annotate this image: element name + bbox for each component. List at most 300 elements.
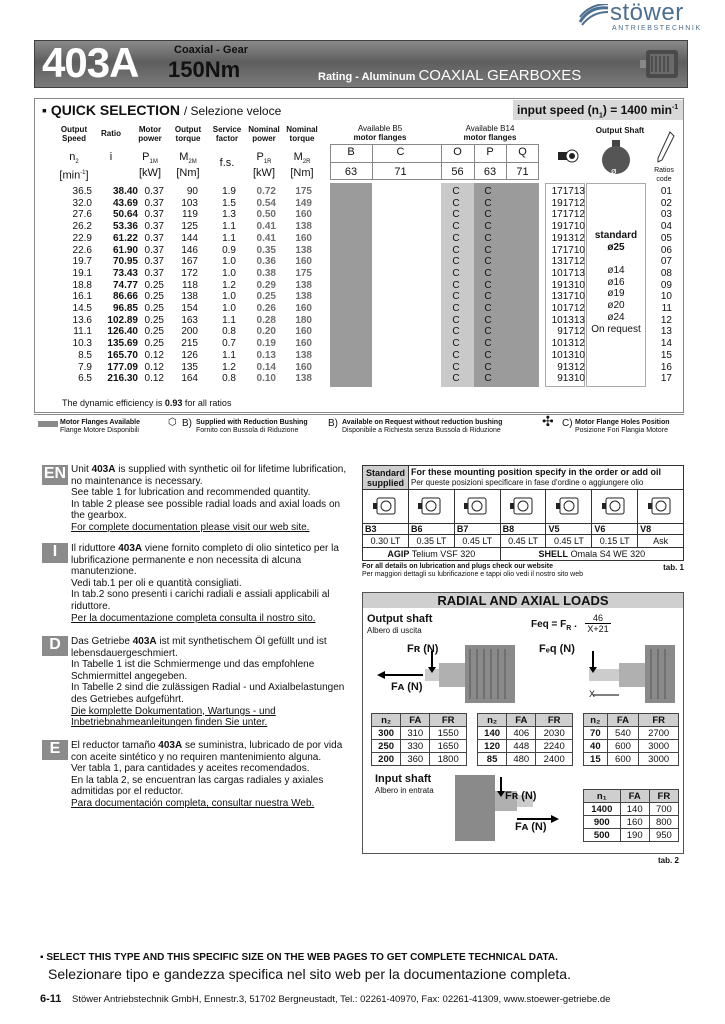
table-cell: 1.1 bbox=[222, 349, 236, 361]
sym-m2r: $M_{2R}$ [Nm] bbox=[290, 151, 314, 180]
load-cell: 70 bbox=[584, 727, 608, 740]
col-motor-power: Motor power bbox=[138, 125, 162, 143]
load-cell: 250 bbox=[372, 740, 401, 753]
col-nominal-torque: Nominal torque bbox=[286, 125, 318, 143]
table-cell: 0.25 bbox=[144, 326, 164, 338]
table-cell: 0.25 bbox=[144, 314, 164, 326]
mount-position-name: B7 bbox=[454, 524, 500, 535]
table-cell: 135 bbox=[181, 361, 198, 373]
load-cell: 950 bbox=[649, 829, 678, 842]
table-cell: 216.30 bbox=[107, 373, 138, 385]
load-header: FA bbox=[507, 714, 536, 727]
table-cell: 0.14 bbox=[256, 361, 276, 373]
torque-rating: 150Nm bbox=[168, 57, 241, 82]
table-row bbox=[584, 740, 679, 753]
table-cell: 165.70 bbox=[107, 349, 138, 361]
table-cell: 26.2 bbox=[72, 221, 92, 233]
table-cell: 11 bbox=[661, 303, 672, 314]
lang-e-tag: E bbox=[42, 740, 68, 760]
loads-table: RADIAL AND AXIAL LOADS Output shaft Albero di uscita Feq = $F_R$ . 46 X+21 Fʀ (N) Fᴀ (N) Fₑq (N) X n₂ FA FR 300 310 1550 250 330 1650 200 360 1800 n₂ FA FR 140 406 2030 120 448 2240 85 480 2400 n₂ FA FR 70 540 2700 40 600 3000 15 600 3000 Input shaft Albero in entrata Fʀ (N) Fᴀ (N) n₁ FA FR 1400 140 700 900 160 800 500 190 950 bbox=[362, 592, 684, 854]
table-cell: 1.1 bbox=[222, 314, 236, 326]
table-cell: 160 bbox=[295, 361, 312, 373]
brand-logo bbox=[578, 2, 718, 38]
table-cell: C bbox=[484, 349, 492, 361]
input-speed: input speed $(n_1) = 1400$ $\min^{-1}$ bbox=[513, 100, 683, 120]
table-cell: C bbox=[452, 279, 460, 291]
quick-selection-title: ▪ QUICK SELECTION / Selezione veloce bbox=[42, 102, 282, 118]
load-cell: 406 bbox=[507, 727, 536, 740]
table-cell: 0.29 bbox=[256, 279, 276, 291]
feq-formula: Feq = $F_R$ . bbox=[531, 619, 577, 632]
load-header: n₁ bbox=[584, 790, 621, 803]
rating-label: Rating - Aluminum COAXIAL GEARBOXES bbox=[318, 67, 582, 84]
text-d: Das Getriebe 403A ist mit synthetischem Öl gefüllt und ist lebensdauergeschmiert. In Tabelle 1 ist die Schmiermenge und das empfohlene Schmiermittel angegeben. In Tabelle 2 sind die zulässigen Radial - und Axialbelastungen des Getriebes aufgeführt. Die komplette Dokumentation, Wartungs - und Inbetriebnahmeanleitungen finden Sie unter. bbox=[71, 636, 345, 729]
table-cell: C bbox=[452, 232, 460, 244]
table-row bbox=[40, 373, 680, 385]
col-output-torque: Output torque bbox=[174, 125, 202, 143]
lang-it-tag: I bbox=[42, 543, 68, 563]
table-cell: C bbox=[484, 221, 492, 233]
gear-type: Coaxial - Gear bbox=[174, 44, 248, 56]
table-cell: 0.37 bbox=[144, 186, 164, 197]
table-cell: C bbox=[484, 279, 492, 291]
table-cell: 27.6 bbox=[72, 209, 92, 221]
load-cell: 500 bbox=[584, 829, 621, 842]
load-cell: 140 bbox=[478, 727, 507, 740]
table-cell: C bbox=[484, 303, 492, 314]
table-cell: C bbox=[452, 291, 460, 303]
load-cell: 160 bbox=[620, 816, 649, 829]
load-cell: 1550 bbox=[430, 727, 467, 740]
table-cell: 90 bbox=[186, 186, 198, 197]
table-row bbox=[40, 209, 680, 221]
table-cell: 1.0 bbox=[222, 267, 236, 279]
table-cell: C bbox=[452, 303, 460, 314]
table-cell: 167 bbox=[181, 256, 198, 268]
table-cell: 1.2 bbox=[222, 279, 236, 291]
load-cell: 200 bbox=[372, 753, 401, 766]
table-cell: 1.0 bbox=[222, 291, 236, 303]
table-cell: 0.12 bbox=[144, 349, 164, 361]
table-row bbox=[584, 727, 679, 740]
table-row bbox=[40, 291, 680, 303]
table-cell: 96.85 bbox=[112, 303, 138, 314]
table-cell: C bbox=[452, 209, 460, 221]
table-cell: 0.7 bbox=[222, 338, 236, 350]
table-cell: 0.12 bbox=[144, 373, 164, 385]
table-cell: 12 bbox=[660, 314, 672, 326]
efficiency-note: The dynamic efficiency is 0.93 for all ratios bbox=[62, 398, 232, 408]
table-cell: 0.25 bbox=[256, 291, 276, 303]
table-cell: 146 bbox=[181, 244, 198, 256]
table-cell: C bbox=[452, 326, 460, 338]
flange-holes-icon: ✣ bbox=[542, 413, 554, 429]
load-header: n₂ bbox=[372, 714, 401, 727]
table-row bbox=[372, 740, 467, 753]
table-cell: 10 bbox=[660, 291, 672, 303]
table-cell: 91310 bbox=[557, 373, 585, 385]
brand-name: stöwer bbox=[610, 0, 684, 26]
table-row bbox=[40, 245, 680, 257]
load-header: FR bbox=[649, 790, 678, 803]
table-cell: 0.8 bbox=[222, 326, 236, 338]
table-cell: 0.37 bbox=[144, 256, 164, 268]
table-cell: 172 bbox=[181, 267, 198, 279]
table-cell: C bbox=[452, 349, 460, 361]
mount-position-icon bbox=[363, 490, 409, 524]
bushing-icon: ⬡ bbox=[168, 417, 177, 428]
load-cell: 140 bbox=[620, 803, 649, 816]
table-cell: C bbox=[452, 361, 460, 373]
table-cell: 09 bbox=[660, 279, 672, 291]
fa-label: Fᴀ (N) bbox=[391, 681, 423, 693]
table-row bbox=[478, 740, 573, 753]
table-cell: 0.41 bbox=[256, 221, 276, 233]
table-cell: 215 bbox=[181, 338, 198, 350]
table-cell: 70.95 bbox=[112, 256, 138, 268]
text-it: Il riduttore 403A viene fornito completo di olio sintetico per la lubrificazione permanente e non necessita di alcuna manutenzione. Vedi tab.1 per oli e quantità consigliati. In tab.2 sono presenti i carichi radiali e assiali applicabili al riduttore. Per la documentazione completa consulta il nostro sito. bbox=[71, 543, 339, 624]
table-cell: 101310 bbox=[551, 349, 585, 361]
legend-grey-swatch bbox=[38, 421, 58, 427]
table-cell: 144 bbox=[181, 232, 198, 244]
table-cell: 171712 bbox=[551, 209, 585, 221]
gearbox-image bbox=[640, 44, 684, 84]
table-cell: 53.36 bbox=[112, 221, 138, 233]
table-cell: 135.69 bbox=[107, 338, 138, 350]
table-cell: 32.0 bbox=[72, 197, 92, 209]
table-row bbox=[478, 753, 573, 766]
table-cell: 191712 bbox=[551, 197, 585, 209]
load-cell: 2400 bbox=[536, 753, 573, 766]
table-cell: 200 bbox=[181, 326, 198, 338]
table-cell: 61.22 bbox=[112, 232, 138, 244]
mount-position-name: V5 bbox=[546, 524, 592, 535]
oil-quantity: 0.45 LT bbox=[454, 535, 500, 548]
flange-Q: Q bbox=[518, 146, 527, 158]
load-header: FR bbox=[536, 714, 573, 727]
table-cell: 119 bbox=[182, 209, 198, 221]
table-cell: C bbox=[484, 373, 492, 385]
tab2-label: tab. 2 bbox=[658, 856, 679, 865]
table-cell: C bbox=[452, 186, 460, 197]
table-cell: 02 bbox=[660, 197, 672, 209]
table-cell: C bbox=[484, 314, 492, 326]
table-cell: 101713 bbox=[551, 267, 585, 279]
table-cell: 0.20 bbox=[256, 326, 276, 338]
table-cell: 138 bbox=[295, 349, 312, 361]
oil-quantity: 0.45 LT bbox=[500, 535, 546, 548]
load-cell: 15 bbox=[584, 753, 608, 766]
table-cell: 0.25 bbox=[144, 291, 164, 303]
load-cell: 40 bbox=[584, 740, 608, 753]
table-cell: 101712 bbox=[551, 303, 585, 314]
table-cell: 19.1 bbox=[72, 267, 92, 279]
load-cell: 120 bbox=[478, 740, 507, 753]
table-cell: 101313 bbox=[551, 314, 585, 326]
table-cell: C bbox=[484, 209, 492, 221]
table-cell: C bbox=[484, 232, 492, 244]
table-cell: 03 bbox=[660, 209, 672, 221]
mount-position-icon bbox=[500, 490, 546, 524]
table-cell: 171713 bbox=[551, 186, 585, 197]
table-row bbox=[40, 315, 680, 327]
shaft-options: ø14 ø16 ø19 ø20 ø24 On request bbox=[591, 265, 641, 335]
table-cell: 0.36 bbox=[256, 256, 276, 268]
oil-quantity: 0.30 LT bbox=[363, 535, 409, 548]
table-cell: 103 bbox=[181, 197, 198, 209]
table-row bbox=[40, 198, 680, 210]
table-cell: 04 bbox=[660, 221, 672, 233]
oil-quantity: 0.45 LT bbox=[546, 535, 592, 548]
table-cell: 0.37 bbox=[144, 244, 164, 256]
table-cell: 0.25 bbox=[144, 338, 164, 350]
mount-position-name: B3 bbox=[363, 524, 409, 535]
table-row bbox=[40, 221, 680, 233]
output-shaft-icon bbox=[598, 140, 634, 176]
mount-position-icon bbox=[592, 490, 638, 524]
shaft-standard: standard ø25 bbox=[594, 230, 638, 253]
table-cell: 10.3 bbox=[72, 338, 92, 350]
table-row bbox=[40, 350, 680, 362]
table-cell: 86.66 bbox=[112, 291, 138, 303]
load-cell: 448 bbox=[507, 740, 536, 753]
oil-quantity: Ask bbox=[638, 535, 684, 548]
table-cell: 138 bbox=[295, 244, 312, 256]
load-cell: 3000 bbox=[639, 740, 679, 753]
table-cell: 0.41 bbox=[256, 232, 276, 244]
table-row bbox=[584, 816, 679, 829]
sym-fs: f.s. bbox=[219, 157, 235, 169]
table-row bbox=[40, 338, 680, 350]
table-cell: C bbox=[452, 314, 460, 326]
table-cell: 43.69 bbox=[112, 197, 138, 209]
table-row bbox=[584, 803, 679, 816]
flange-size-63: 63 bbox=[344, 166, 358, 178]
table-cell: 11.1 bbox=[73, 326, 92, 338]
table-cell: 0.28 bbox=[256, 314, 276, 326]
text-en: Unit 403A is supplied with synthetic oil for lifetime lubrification, no maintenance is necessary. See table 1 for lubrication and recommended quantity. In table 2 please see possible radial loads and axial loads on the gearbox. For complete documentation please visit our web site. bbox=[71, 464, 347, 533]
table-cell: 14.5 bbox=[72, 303, 92, 314]
flange-size-71b: 71 bbox=[516, 166, 529, 178]
col-ratio: Ratio bbox=[101, 129, 121, 138]
d-web-link[interactable]: Die komplette Dokumentation, Wartungs - und Inbetriebnahmeanleitungen finden Sie unter. bbox=[71, 705, 276, 729]
table-cell: C bbox=[484, 291, 492, 303]
load-cell: 1800 bbox=[430, 753, 467, 766]
fr-label: Fʀ (N) bbox=[407, 643, 439, 655]
table-cell: 1.9 bbox=[222, 186, 236, 197]
table-cell: 160 bbox=[295, 209, 312, 221]
brand-sub: ANTRIEBSTECHNIK bbox=[612, 25, 702, 32]
mount-position-icon bbox=[638, 490, 684, 524]
table-cell: 08 bbox=[660, 267, 672, 279]
table-cell: 138 bbox=[181, 291, 198, 303]
table-row bbox=[372, 753, 467, 766]
col-service-factor: Service factor bbox=[212, 125, 242, 143]
load-cell: 2700 bbox=[639, 727, 679, 740]
fr-in-label: Fʀ (N) bbox=[505, 790, 537, 802]
table-cell: 1.1 bbox=[222, 221, 236, 233]
load-header: FA bbox=[401, 714, 430, 727]
load-cell: 2030 bbox=[536, 727, 573, 740]
flange-C: C bbox=[396, 146, 405, 158]
table-cell: C bbox=[452, 373, 460, 385]
table-cell: 1.2 bbox=[222, 361, 236, 373]
table-cell: 91712 bbox=[557, 326, 585, 338]
legend: Motor Flanges Available Flange Motore Disponibili ⬡ B) Supplied with Reduction Bushing Fornito con Bussola di Riduzione B) Available on Request without reduction bushing Disponibile a Richiesta senza Bussola di Riduzione ✣ C) Motor Flange Holes Position Posizione Fori Flangia Motore bbox=[34, 416, 684, 440]
table-cell: 1.5 bbox=[222, 197, 236, 209]
table-cell: 0.8 bbox=[222, 373, 236, 385]
table-row bbox=[40, 256, 680, 268]
load-header: FA bbox=[607, 714, 639, 727]
table-cell: 154 bbox=[181, 303, 198, 314]
it-web-link[interactable]: Per la documentazione completa consulta il nostro sito. bbox=[71, 612, 316, 624]
table-cell: 138 bbox=[295, 291, 312, 303]
table-cell: 0.54 bbox=[256, 197, 276, 209]
load-cell: 600 bbox=[607, 740, 639, 753]
mount-position-name: B6 bbox=[409, 524, 455, 535]
table-cell: 191312 bbox=[551, 232, 585, 244]
load-cell: 900 bbox=[584, 816, 621, 829]
table-cell: 160 bbox=[295, 303, 312, 314]
bottom-en: ▪ SELECT THIS TYPE AND THIS SPECIFIC SIZE ON THE WEB PAGES TO GET COMPLETE TECHNICAL DATA. bbox=[40, 952, 558, 963]
table-row bbox=[40, 303, 680, 315]
table-cell: 126.40 bbox=[107, 326, 138, 338]
fa-in-label: Fᴀ (N) bbox=[515, 821, 547, 833]
load-cell: 800 bbox=[649, 816, 678, 829]
table-cell: 0.19 bbox=[256, 338, 276, 350]
table-cell: 0.72 bbox=[256, 186, 276, 197]
table-cell: 0.25 bbox=[144, 279, 164, 291]
table-cell: 0.38 bbox=[256, 267, 276, 279]
table-cell: 160 bbox=[295, 338, 312, 350]
table-cell: 15 bbox=[660, 349, 672, 361]
sym-m2m: $M_{2M}$ [Nm] bbox=[176, 151, 200, 180]
table-cell: 74.77 bbox=[112, 279, 138, 291]
table-cell: 22.6 bbox=[72, 244, 92, 256]
table-cell: 191310 bbox=[551, 279, 585, 291]
table-cell: 8.5 bbox=[78, 349, 92, 361]
load-cell: 480 bbox=[507, 753, 536, 766]
table-cell: 0.37 bbox=[144, 232, 164, 244]
shaft-key-icon bbox=[556, 146, 580, 166]
table-cell: 0.26 bbox=[256, 303, 276, 314]
table-cell: 102.89 bbox=[107, 314, 138, 326]
table-cell: 191710 bbox=[551, 221, 585, 233]
load-cell: 190 bbox=[620, 829, 649, 842]
table-cell: 1.0 bbox=[222, 303, 236, 314]
table-cell: 17 bbox=[660, 373, 672, 385]
e-web-link[interactable]: Para documentación completa, consultar nuestra Web. bbox=[71, 797, 315, 809]
load-cell: 3000 bbox=[639, 753, 679, 766]
table-cell: 126 bbox=[181, 349, 198, 361]
table-row bbox=[40, 186, 680, 198]
load-header: n₂ bbox=[584, 714, 608, 727]
table-cell: 138 bbox=[295, 373, 312, 385]
table-cell: 149 bbox=[295, 197, 312, 209]
table-cell: 160 bbox=[295, 326, 312, 338]
table-cell: 38.40 bbox=[112, 186, 138, 197]
bottom-it: Selezionare tipo e gandezza specifica nel sito web per la documentazione completa. bbox=[48, 966, 571, 982]
load-cell: 330 bbox=[401, 740, 430, 753]
mount-position-icon bbox=[546, 490, 592, 524]
table-cell: 61.90 bbox=[112, 244, 138, 256]
table-cell: 1.3 bbox=[222, 209, 236, 221]
table-row bbox=[478, 727, 573, 740]
flange-O: O bbox=[453, 146, 462, 158]
table-cell: 131710 bbox=[551, 291, 585, 303]
table-cell: 0.9 bbox=[222, 244, 236, 256]
table-cell: 0.37 bbox=[144, 209, 164, 221]
flange-size-63b: 63 bbox=[483, 166, 497, 178]
x-label: X bbox=[589, 689, 596, 699]
pencil-icon bbox=[656, 130, 676, 164]
table-cell: 164 bbox=[181, 373, 198, 385]
table-cell: 0.10 bbox=[256, 373, 276, 385]
table-cell: 14 bbox=[660, 338, 672, 350]
mount-position-name: V6 bbox=[592, 524, 638, 535]
table-cell: C bbox=[484, 326, 492, 338]
table-cell: 0.13 bbox=[256, 349, 276, 361]
table-cell: 0.37 bbox=[144, 197, 164, 209]
load-cell: 1400 bbox=[584, 803, 621, 816]
table-cell: C bbox=[484, 186, 492, 197]
table-cell: 50.64 bbox=[112, 209, 138, 221]
table-cell: 160 bbox=[295, 256, 312, 268]
mount-position-name: V8 bbox=[638, 524, 684, 535]
table-cell: 73.43 bbox=[112, 267, 138, 279]
table-cell: C bbox=[484, 256, 492, 268]
logo-swoosh-icon bbox=[578, 4, 610, 26]
table-cell: 0.37 bbox=[144, 221, 164, 233]
col-output-shaft: Output Shaft bbox=[595, 126, 645, 135]
oil-quantity: 0.35 LT bbox=[409, 535, 455, 548]
table-cell: C bbox=[452, 244, 460, 256]
table-row bbox=[584, 753, 679, 766]
table-cell: 180 bbox=[295, 314, 312, 326]
table-cell: 16 bbox=[660, 361, 672, 373]
footer: 6-11 Stöwer Antriebstechnik GmbH, Ennestr.3, 51702 Bergneustadt, Tel.: 02261-40970, Fax: 02261-41309, www.stoewer-getriebe.de bbox=[40, 993, 611, 1005]
feq-label: Fₑq (N) bbox=[539, 643, 575, 655]
lang-d-tag: D bbox=[42, 636, 68, 656]
flange-B: B bbox=[347, 146, 355, 158]
table-cell: 0.12 bbox=[144, 361, 164, 373]
col-nominal-power: Nominal power bbox=[248, 125, 280, 143]
avail-b14: Available B14 motor flanges bbox=[463, 124, 517, 142]
table-cell: 6.5 bbox=[78, 373, 92, 385]
table-cell: 91312 bbox=[557, 361, 585, 373]
flange-size-56: 56 bbox=[451, 166, 464, 178]
table-row bbox=[40, 362, 680, 374]
table-cell: 05 bbox=[660, 232, 672, 244]
table-cell: C bbox=[484, 338, 492, 350]
sym-p1r: $P_{1R}$ [kW] bbox=[253, 151, 275, 180]
table-cell: 0.50 bbox=[256, 209, 276, 221]
table-cell: C bbox=[452, 197, 460, 209]
mount-position-icon bbox=[454, 490, 500, 524]
load-cell: 2240 bbox=[536, 740, 573, 753]
flange-size-71: 71 bbox=[394, 166, 407, 178]
table-cell: 0.37 bbox=[144, 267, 164, 279]
table-cell: 101312 bbox=[551, 338, 585, 350]
table-row bbox=[40, 233, 680, 245]
table-cell: C bbox=[484, 267, 492, 279]
load-header: FA bbox=[620, 790, 649, 803]
en-web-link[interactable]: For complete documentation please visit our web site. bbox=[71, 521, 310, 533]
table-cell: 36.5 bbox=[72, 186, 92, 197]
table-row bbox=[584, 829, 679, 842]
load-cell: 360 bbox=[401, 753, 430, 766]
table-cell: C bbox=[484, 197, 492, 209]
